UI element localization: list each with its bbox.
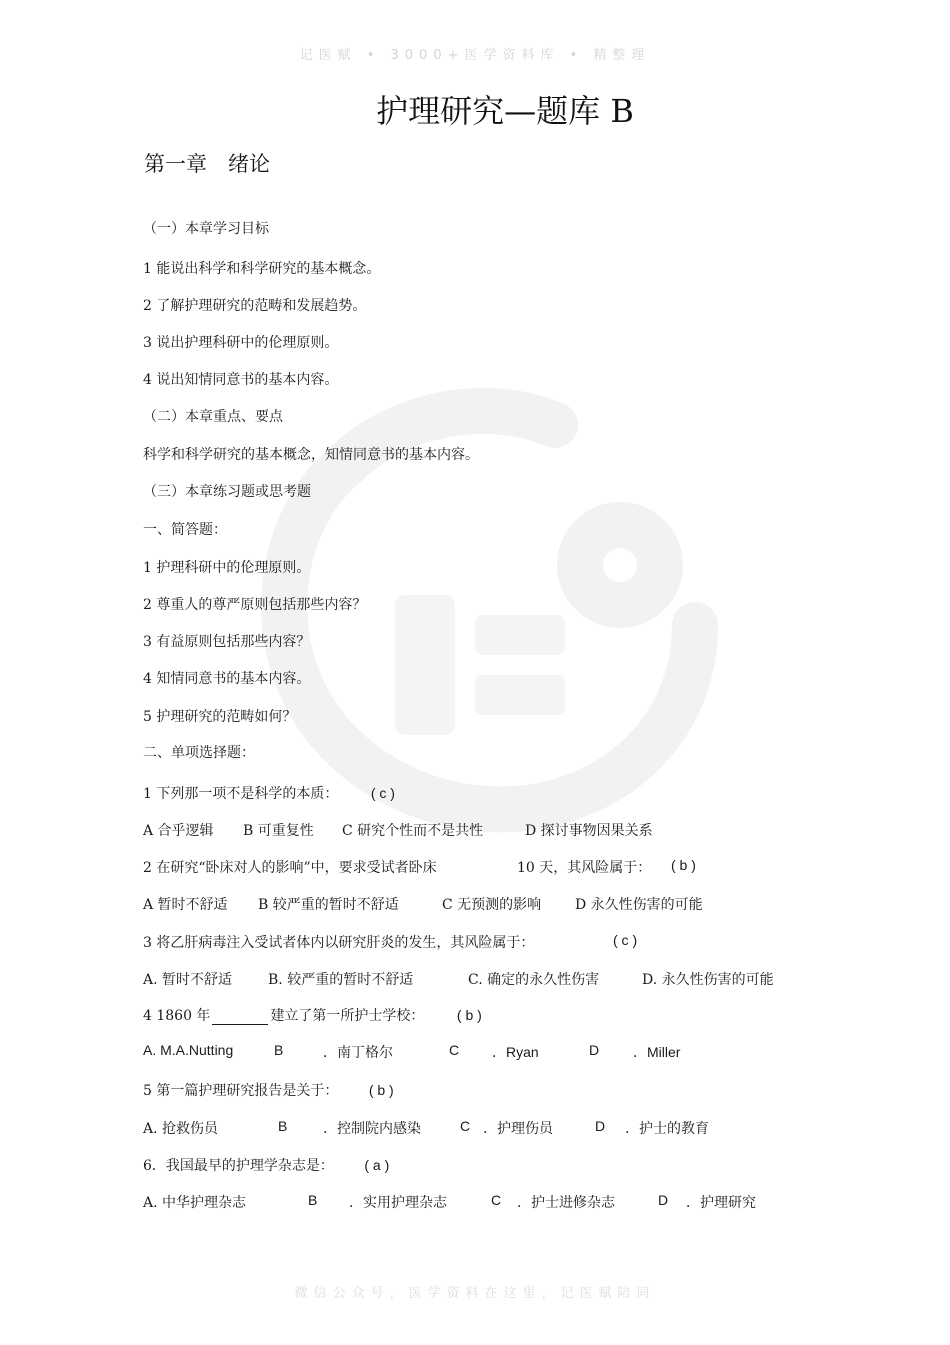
short-answer-item: 2 尊重人的尊严原则包括那些内容？ <box>143 597 367 613</box>
option-a: A. 中华护理杂志 <box>143 1195 247 1211</box>
objective-item: 3 说出护理科研中的伦理原则。 <box>143 335 339 351</box>
option-b: B. 较严重的暂时不舒适 <box>268 972 414 988</box>
option-a: A. 暂时不舒适 <box>143 972 233 988</box>
option-a: A 合乎逻辑 <box>143 823 214 839</box>
chapter-title: 第一章 绪论 <box>144 152 270 176</box>
document-title: 护理研究—题库 B <box>376 92 634 130</box>
answer-mark: ( c ) <box>370 785 395 801</box>
option-d: D 探讨事物因果关系 <box>525 823 653 839</box>
keypoints-text: 科学和科学研究的基本概念，知情同意书的基本内容。 <box>143 447 479 463</box>
option-d: D 永久性伤害的可能 <box>575 897 703 913</box>
question-text: 4 1860 年 <box>143 1008 211 1024</box>
option-b-letter: B <box>308 1192 318 1208</box>
question-text-tail: 10 天，其风险属于： <box>517 860 652 876</box>
question-stem <box>143 1155 389 1175</box>
question-text: 2 在研究“卧床对人的影响”中，要求受试者卧床 <box>143 860 437 876</box>
answer-mark: ( b ) <box>671 857 696 873</box>
option-b: ．控制院内感染 <box>323 1121 421 1137</box>
footer-watermark-text: 微信公众号，医学资料在这里，记医赋陪同 <box>294 1286 656 1301</box>
question-text: 5 第一篇护理研究报告是关于： <box>143 1083 339 1099</box>
option-d: ．护理研究 <box>686 1195 756 1211</box>
header-watermark-text: 记医赋 • 3000+医学资料库 • 精整理 <box>299 48 651 63</box>
option-c: C 无预测的影响 <box>442 897 542 913</box>
question-stem <box>143 1080 394 1100</box>
option-c: C 研究个性而不是共性 <box>342 823 484 839</box>
answer-mark: ( a ) <box>364 1157 390 1173</box>
option-b: B 可重复性 <box>243 823 314 839</box>
answer-mark: ( b ) <box>456 1007 482 1023</box>
option-a: A. 抢救伤员 <box>143 1121 219 1137</box>
single-choice-heading: 二、单项选择题： <box>143 745 255 761</box>
short-answer-item: 5 护理研究的范畴如何？ <box>143 709 297 725</box>
objectives-heading: （一）本章学习目标 <box>143 221 269 237</box>
option-b-letter: B <box>274 1042 284 1058</box>
option-d: D. 永久性伤害的可能 <box>642 972 774 988</box>
option-b: ．南丁格尔 <box>323 1044 393 1060</box>
option-d-letter: D <box>589 1042 600 1058</box>
exercises-heading: （三）本章练习题或思考题 <box>143 484 311 500</box>
option-d-letter: D <box>658 1192 669 1208</box>
answer-mark: ( b ) <box>368 1082 394 1098</box>
option-c: ．护理伤员 <box>483 1121 553 1137</box>
keypoints-heading: （二）本章重点、要点 <box>143 409 283 425</box>
fill-blank <box>212 1010 268 1025</box>
option-a: A 暂时不舒适 <box>143 897 228 913</box>
option-b-letter: B <box>278 1118 288 1134</box>
short-answer-item: 3 有益原则包括那些内容？ <box>143 634 311 650</box>
option-c-letter: C <box>460 1118 471 1134</box>
objective-item: 4 说出知情同意书的基本内容。 <box>143 372 339 388</box>
objective-item: 1 能说出科学和科学研究的基本概念。 <box>143 261 381 277</box>
option-b: B 较严重的暂时不舒适 <box>258 897 399 913</box>
short-answer-heading: 一、简答题： <box>143 522 227 538</box>
option-b: ．实用护理杂志 <box>349 1195 447 1211</box>
option-d-letter: D <box>595 1118 606 1134</box>
answer-mark: ( c ) <box>613 932 638 948</box>
short-answer-item: 1 护理科研中的伦理原则。 <box>143 560 311 576</box>
question-text-tail: 建立了第一所护士学校： <box>270 1008 425 1024</box>
option-c-letter: C <box>449 1042 460 1058</box>
option-d: ．护士的教育 <box>625 1121 709 1137</box>
short-answer-item: 4 知情同意书的基本内容。 <box>143 671 311 687</box>
question-stem <box>143 1005 843 1025</box>
objective-item: 2 了解护理研究的范畴和发展趋势。 <box>143 298 367 314</box>
option-c: C. 确定的永久性伤害 <box>468 972 600 988</box>
option-c: ．护士进修杂志 <box>517 1195 615 1211</box>
question-stem <box>143 783 395 803</box>
question-text: 6．我国最早的护理学杂志是： <box>143 1158 334 1174</box>
option-c: ．Ryan <box>492 1044 539 1060</box>
question-text: 1 下列那一项不是科学的本质： <box>143 786 339 802</box>
option-c-letter: C <box>491 1192 502 1208</box>
option-d: ．Miller <box>633 1044 681 1060</box>
option-a: A. M.A.Nutting <box>143 1042 234 1058</box>
question-text: 3 将乙肝病毒注入受试者体内以研究肝炎的发生，其风险属于： <box>143 935 535 951</box>
